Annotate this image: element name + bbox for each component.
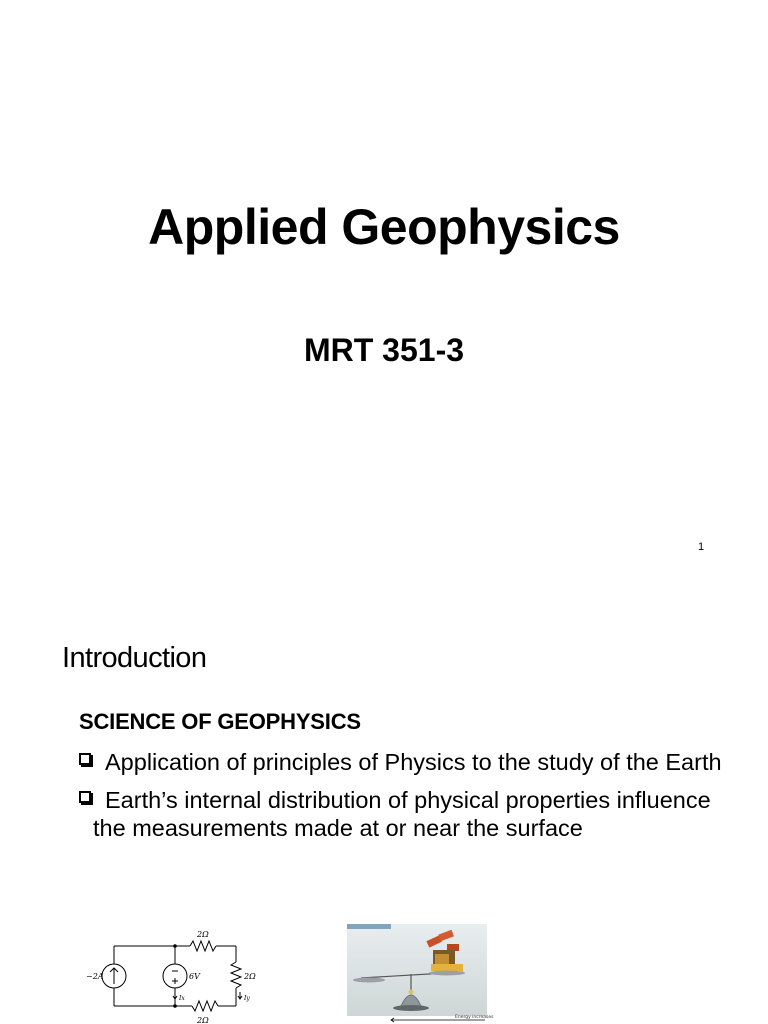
bullet-list <box>79 748 739 852</box>
balance-scale-image <box>347 924 494 1024</box>
current-source-label: −2A <box>86 972 104 981</box>
slide-2 <box>0 576 768 1024</box>
voltage-source-label: 6V <box>189 972 200 981</box>
resistor-right-label: 2Ω <box>244 972 256 981</box>
bullet-item <box>79 748 739 776</box>
current-x-label: Ix <box>179 995 185 1002</box>
introduction-heading: Introduction <box>62 642 207 674</box>
resistor-bottom-label: 2Ω <box>197 1016 209 1024</box>
slide-number: 1 <box>698 541 705 553</box>
section-title: SCIENCE OF GEOPHYSICS <box>79 709 361 734</box>
circuit-diagram <box>84 926 274 1024</box>
bullet-text: Application of principles of Physics to the study of the Earth <box>105 749 722 775</box>
square-bullet-icon <box>79 791 91 803</box>
current-y-label: Iy <box>244 995 250 1002</box>
bullet-text: Earth’s internal distribution of physical properties influence the measurements made at or near the surface <box>93 787 711 841</box>
square-bullet-icon <box>79 753 91 765</box>
course-code: MRT 351-3 <box>303 332 465 368</box>
bullet-item <box>79 786 739 842</box>
image-caption: Energy increases <box>455 1015 494 1020</box>
resistor-top-label: 2Ω <box>197 930 209 939</box>
slide-title: Applied Geophysics <box>148 199 620 255</box>
